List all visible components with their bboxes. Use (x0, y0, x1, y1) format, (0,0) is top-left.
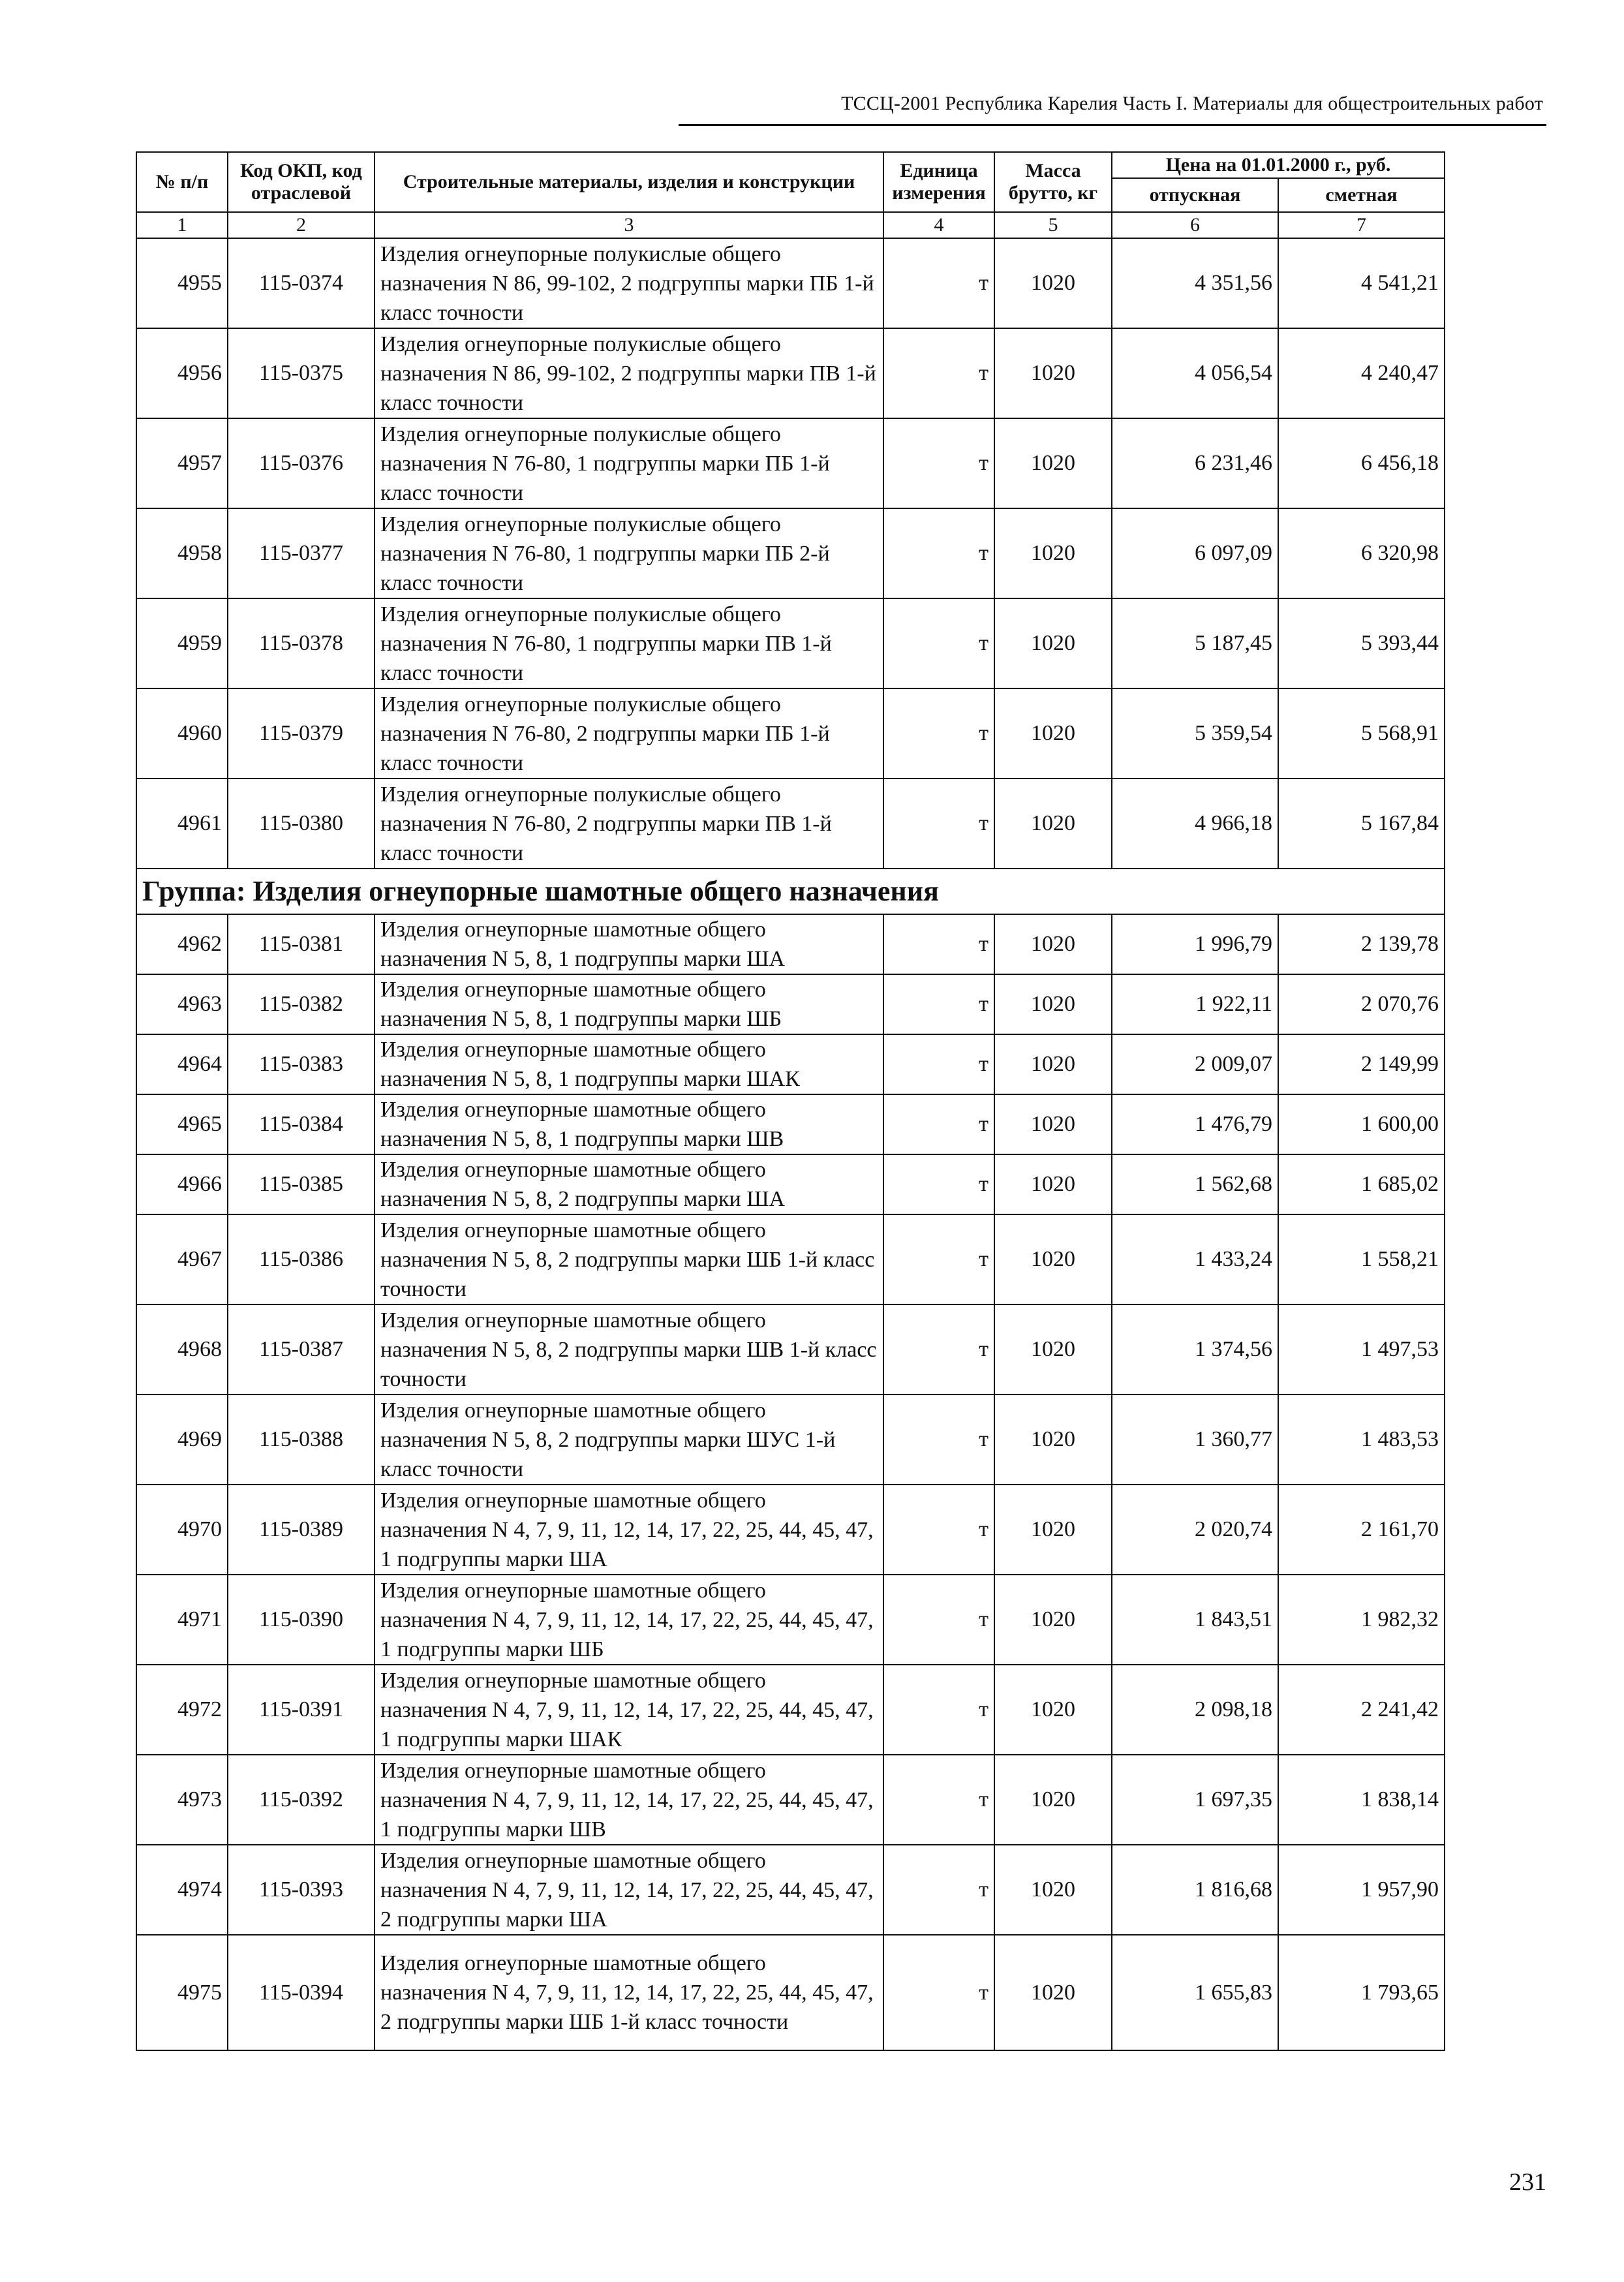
table-row (136, 1034, 1445, 1094)
gross-mass: 1020 (994, 598, 1112, 688)
unit-of-measure: т (883, 1304, 994, 1395)
table-row (136, 914, 1445, 974)
table-row (136, 1575, 1445, 1665)
okp-code: 115-0380 (228, 779, 375, 869)
row-number: 4966 (136, 1154, 228, 1214)
estimate-price: 5 393,44 (1278, 598, 1445, 688)
gross-mass: 1020 (994, 1304, 1112, 1395)
column-number: 3 (375, 212, 883, 238)
unit-of-measure: т (883, 1755, 994, 1845)
material-name: Изделия огнеупорные шамотные общего назначения N 5, 8, 1 подгруппы марки ШВ (375, 1094, 883, 1154)
table-row (136, 418, 1445, 508)
gross-mass: 1020 (994, 1935, 1112, 2050)
estimate-price: 4 541,21 (1278, 238, 1445, 328)
okp-code: 115-0387 (228, 1304, 375, 1395)
okp-code: 115-0394 (228, 1935, 375, 2050)
gross-mass: 1020 (994, 1575, 1112, 1665)
estimate-price: 1 793,65 (1278, 1935, 1445, 2050)
row-number: 4968 (136, 1304, 228, 1395)
material-name: Изделия огнеупорные шамотные общего назначения N 5, 8, 1 подгруппы марки ШБ (375, 974, 883, 1034)
material-name: Изделия огнеупорные полукислые общего назначения N 76-80, 2 подгруппы марки ПВ 1-й класс точности (375, 779, 883, 869)
row-number: 4963 (136, 974, 228, 1034)
row-number: 4955 (136, 238, 228, 328)
material-name: Изделия огнеупорные шамотные общего назначения N 5, 8, 2 подгруппы марки ШУС 1-й класс точности (375, 1395, 883, 1485)
estimate-price: 5 167,84 (1278, 779, 1445, 869)
unit-of-measure: т (883, 1575, 994, 1665)
row-number: 4956 (136, 328, 228, 418)
okp-code: 115-0385 (228, 1154, 375, 1214)
material-name: Изделия огнеупорные шамотные общего назначения N 5, 8, 2 подгруппы марки ША (375, 1154, 883, 1214)
release-price: 1 697,35 (1112, 1755, 1278, 1845)
okp-code: 115-0391 (228, 1665, 375, 1755)
okp-code: 115-0393 (228, 1845, 375, 1935)
okp-code: 115-0392 (228, 1755, 375, 1845)
table-row (136, 508, 1445, 598)
table-row (136, 1485, 1445, 1575)
col-header-name: Строительные материалы, изделия и конструкции (375, 152, 883, 212)
okp-code: 115-0389 (228, 1485, 375, 1575)
material-name: Изделия огнеупорные полукислые общего назначения N 86, 99-102, 2 подгруппы марки ПВ 1-й класс точности (375, 328, 883, 418)
unit-of-measure: т (883, 779, 994, 869)
release-price: 4 056,54 (1112, 328, 1278, 418)
release-price: 1 374,56 (1112, 1304, 1278, 1395)
material-name: Изделия огнеупорные шамотные общего назначения N 5, 8, 1 подгруппы марки ША (375, 914, 883, 974)
okp-code: 115-0390 (228, 1575, 375, 1665)
release-price: 2 020,74 (1112, 1485, 1278, 1575)
release-price: 2 009,07 (1112, 1034, 1278, 1094)
gross-mass: 1020 (994, 328, 1112, 418)
column-number: 5 (994, 212, 1112, 238)
okp-code: 115-0377 (228, 508, 375, 598)
release-price: 2 098,18 (1112, 1665, 1278, 1755)
unit-of-measure: т (883, 1154, 994, 1214)
table-row (136, 779, 1445, 869)
release-price: 6 097,09 (1112, 508, 1278, 598)
table-row (136, 1665, 1445, 1755)
okp-code: 115-0378 (228, 598, 375, 688)
row-number: 4959 (136, 598, 228, 688)
material-name: Изделия огнеупорные полукислые общего назначения N 76-80, 1 подгруппы марки ПБ 2-й класс точности (375, 508, 883, 598)
unit-of-measure: т (883, 1935, 994, 2050)
gross-mass: 1020 (994, 1154, 1112, 1214)
unit-of-measure: т (883, 238, 994, 328)
row-number: 4970 (136, 1485, 228, 1575)
release-price: 1 360,77 (1112, 1395, 1278, 1485)
unit-of-measure: т (883, 1665, 994, 1755)
estimate-price: 1 685,02 (1278, 1154, 1445, 1214)
release-price: 6 231,46 (1112, 418, 1278, 508)
material-name: Изделия огнеупорные шамотные общего назначения N 4, 7, 9, 11, 12, 14, 17, 22, 25, 44, 45, 47, 1 подгруппы марки ША (375, 1485, 883, 1575)
row-number: 4962 (136, 914, 228, 974)
col-header-price-group: Цена на 01.01.2000 г., руб. (1112, 152, 1445, 178)
estimate-price: 6 456,18 (1278, 418, 1445, 508)
material-name: Изделия огнеупорные шамотные общего назначения N 4, 7, 9, 11, 12, 14, 17, 22, 25, 44, 45, 47, 1 подгруппы марки ШВ (375, 1755, 883, 1845)
estimate-price: 1 483,53 (1278, 1395, 1445, 1485)
unit-of-measure: т (883, 1034, 994, 1094)
okp-code: 115-0384 (228, 1094, 375, 1154)
table-row (136, 1845, 1445, 1935)
unit-of-measure: т (883, 598, 994, 688)
release-price: 1 843,51 (1112, 1575, 1278, 1665)
table-row (136, 974, 1445, 1034)
row-number: 4975 (136, 1935, 228, 2050)
release-price: 1 433,24 (1112, 1214, 1278, 1304)
estimate-price: 2 241,42 (1278, 1665, 1445, 1755)
unit-of-measure: т (883, 914, 994, 974)
row-number: 4960 (136, 688, 228, 779)
estimate-price: 1 600,00 (1278, 1094, 1445, 1154)
material-name: Изделия огнеупорные полукислые общего назначения N 86, 99-102, 2 подгруппы марки ПБ 1-й класс точности (375, 238, 883, 328)
unit-of-measure: т (883, 1094, 994, 1154)
table-row (136, 598, 1445, 688)
okp-code: 115-0381 (228, 914, 375, 974)
estimate-price: 6 320,98 (1278, 508, 1445, 598)
gross-mass: 1020 (994, 238, 1112, 328)
row-number: 4973 (136, 1755, 228, 1845)
row-number: 4957 (136, 418, 228, 508)
unit-of-measure: т (883, 1845, 994, 1935)
row-number: 4961 (136, 779, 228, 869)
release-price: 1 655,83 (1112, 1935, 1278, 2050)
release-price: 5 187,45 (1112, 598, 1278, 688)
unit-of-measure: т (883, 508, 994, 598)
release-price: 1 922,11 (1112, 974, 1278, 1034)
material-name: Изделия огнеупорные шамотные общего назначения N 4, 7, 9, 11, 12, 14, 17, 22, 25, 44, 45, 47, 2 подгруппы марки ША (375, 1845, 883, 1935)
table-row (136, 1304, 1445, 1395)
col-header-mass: Масса брутто, кг (994, 152, 1112, 212)
unit-of-measure: т (883, 974, 994, 1034)
gross-mass: 1020 (994, 1665, 1112, 1755)
estimate-price: 1 982,32 (1278, 1575, 1445, 1665)
release-price: 4 966,18 (1112, 779, 1278, 869)
col-header-price-estimate: сметная (1278, 178, 1445, 212)
header-rule (679, 124, 1546, 126)
gross-mass: 1020 (994, 508, 1112, 598)
unit-of-measure: т (883, 328, 994, 418)
gross-mass: 1020 (994, 1395, 1112, 1485)
okp-code: 115-0386 (228, 1214, 375, 1304)
price-table (136, 151, 1445, 2051)
col-header-num: № п/п (136, 152, 228, 212)
unit-of-measure: т (883, 418, 994, 508)
release-price: 1 562,68 (1112, 1154, 1278, 1214)
table-row (136, 1094, 1445, 1154)
release-price: 1 996,79 (1112, 914, 1278, 974)
material-name: Изделия огнеупорные полукислые общего назначения N 76-80, 2 подгруппы марки ПБ 1-й класс точности (375, 688, 883, 779)
estimate-price: 4 240,47 (1278, 328, 1445, 418)
material-name: Изделия огнеупорные шамотные общего назначения N 4, 7, 9, 11, 12, 14, 17, 22, 25, 44, 45, 47, 1 подгруппы марки ШБ (375, 1575, 883, 1665)
material-name: Изделия огнеупорные полукислые общего назначения N 76-80, 1 подгруппы марки ПВ 1-й класс точности (375, 598, 883, 688)
gross-mass: 1020 (994, 914, 1112, 974)
column-number: 6 (1112, 212, 1278, 238)
material-name: Изделия огнеупорные шамотные общего назначения N 4, 7, 9, 11, 12, 14, 17, 22, 25, 44, 45, 47, 1 подгруппы марки ШАК (375, 1665, 883, 1755)
estimate-price: 2 149,99 (1278, 1034, 1445, 1094)
unit-of-measure: т (883, 688, 994, 779)
column-number: 7 (1278, 212, 1445, 238)
okp-code: 115-0376 (228, 418, 375, 508)
table-row (136, 688, 1445, 779)
table-row (136, 1395, 1445, 1485)
row-number: 4971 (136, 1575, 228, 1665)
estimate-price: 1 957,90 (1278, 1845, 1445, 1935)
column-number: 4 (883, 212, 994, 238)
table-row (136, 328, 1445, 418)
row-number: 4967 (136, 1214, 228, 1304)
table-row (136, 1935, 1445, 2050)
gross-mass: 1020 (994, 974, 1112, 1034)
gross-mass: 1020 (994, 1094, 1112, 1154)
gross-mass: 1020 (994, 1214, 1112, 1304)
col-header-price-release: отпускная (1112, 178, 1278, 212)
group-title: Группа: Изделия огнеупорные шамотные общего назначения (136, 869, 1445, 914)
row-number: 4964 (136, 1034, 228, 1094)
release-price: 4 351,56 (1112, 238, 1278, 328)
okp-code: 115-0388 (228, 1395, 375, 1485)
gross-mass: 1020 (994, 1845, 1112, 1935)
material-name: Изделия огнеупорные шамотные общего назначения N 4, 7, 9, 11, 12, 14, 17, 22, 25, 44, 45, 47, 2 подгруппы марки ШБ 1-й класс точности (375, 1935, 883, 2050)
col-header-code: Код ОКП, код отраслевой (228, 152, 375, 212)
row-number: 4972 (136, 1665, 228, 1755)
gross-mass: 1020 (994, 418, 1112, 508)
material-name: Изделия огнеупорные шамотные общего назначения N 5, 8, 2 подгруппы марки ШБ 1-й класс точности (375, 1214, 883, 1304)
unit-of-measure: т (883, 1395, 994, 1485)
table-row (136, 1755, 1445, 1845)
estimate-price: 2 139,78 (1278, 914, 1445, 974)
gross-mass: 1020 (994, 688, 1112, 779)
col-header-unit: Единица измерения (883, 152, 994, 212)
gross-mass: 1020 (994, 779, 1112, 869)
row-number: 4974 (136, 1845, 228, 1935)
estimate-price: 1 497,53 (1278, 1304, 1445, 1395)
estimate-price: 2 070,76 (1278, 974, 1445, 1034)
okp-code: 115-0379 (228, 688, 375, 779)
unit-of-measure: т (883, 1214, 994, 1304)
estimate-price: 1 838,14 (1278, 1755, 1445, 1845)
table-row (136, 1154, 1445, 1214)
table-row (136, 1214, 1445, 1304)
okp-code: 115-0382 (228, 974, 375, 1034)
gross-mass: 1020 (994, 1755, 1112, 1845)
unit-of-measure: т (883, 1485, 994, 1575)
gross-mass: 1020 (994, 1034, 1112, 1094)
column-number: 1 (136, 212, 228, 238)
okp-code: 115-0383 (228, 1034, 375, 1094)
table-row (136, 238, 1445, 328)
gross-mass: 1020 (994, 1485, 1112, 1575)
row-number: 4958 (136, 508, 228, 598)
okp-code: 115-0375 (228, 328, 375, 418)
release-price: 1 476,79 (1112, 1094, 1278, 1154)
material-name: Изделия огнеупорные полукислые общего назначения N 76-80, 1 подгруппы марки ПБ 1-й класс точности (375, 418, 883, 508)
okp-code: 115-0374 (228, 238, 375, 328)
page-number: 231 (1509, 2168, 1546, 2196)
row-number: 4965 (136, 1094, 228, 1154)
estimate-price: 5 568,91 (1278, 688, 1445, 779)
release-price: 1 816,68 (1112, 1845, 1278, 1935)
column-number: 2 (228, 212, 375, 238)
running-head-title: ТССЦ-2001 Республика Карелия Часть I. Материалы для общестроительных работ (841, 93, 1543, 114)
estimate-price: 2 161,70 (1278, 1485, 1445, 1575)
material-name: Изделия огнеупорные шамотные общего назначения N 5, 8, 2 подгруппы марки ШВ 1-й класс точности (375, 1304, 883, 1395)
material-name: Изделия огнеупорные шамотные общего назначения N 5, 8, 1 подгруппы марки ШАК (375, 1034, 883, 1094)
release-price: 5 359,54 (1112, 688, 1278, 779)
row-number: 4969 (136, 1395, 228, 1485)
estimate-price: 1 558,21 (1278, 1214, 1445, 1304)
